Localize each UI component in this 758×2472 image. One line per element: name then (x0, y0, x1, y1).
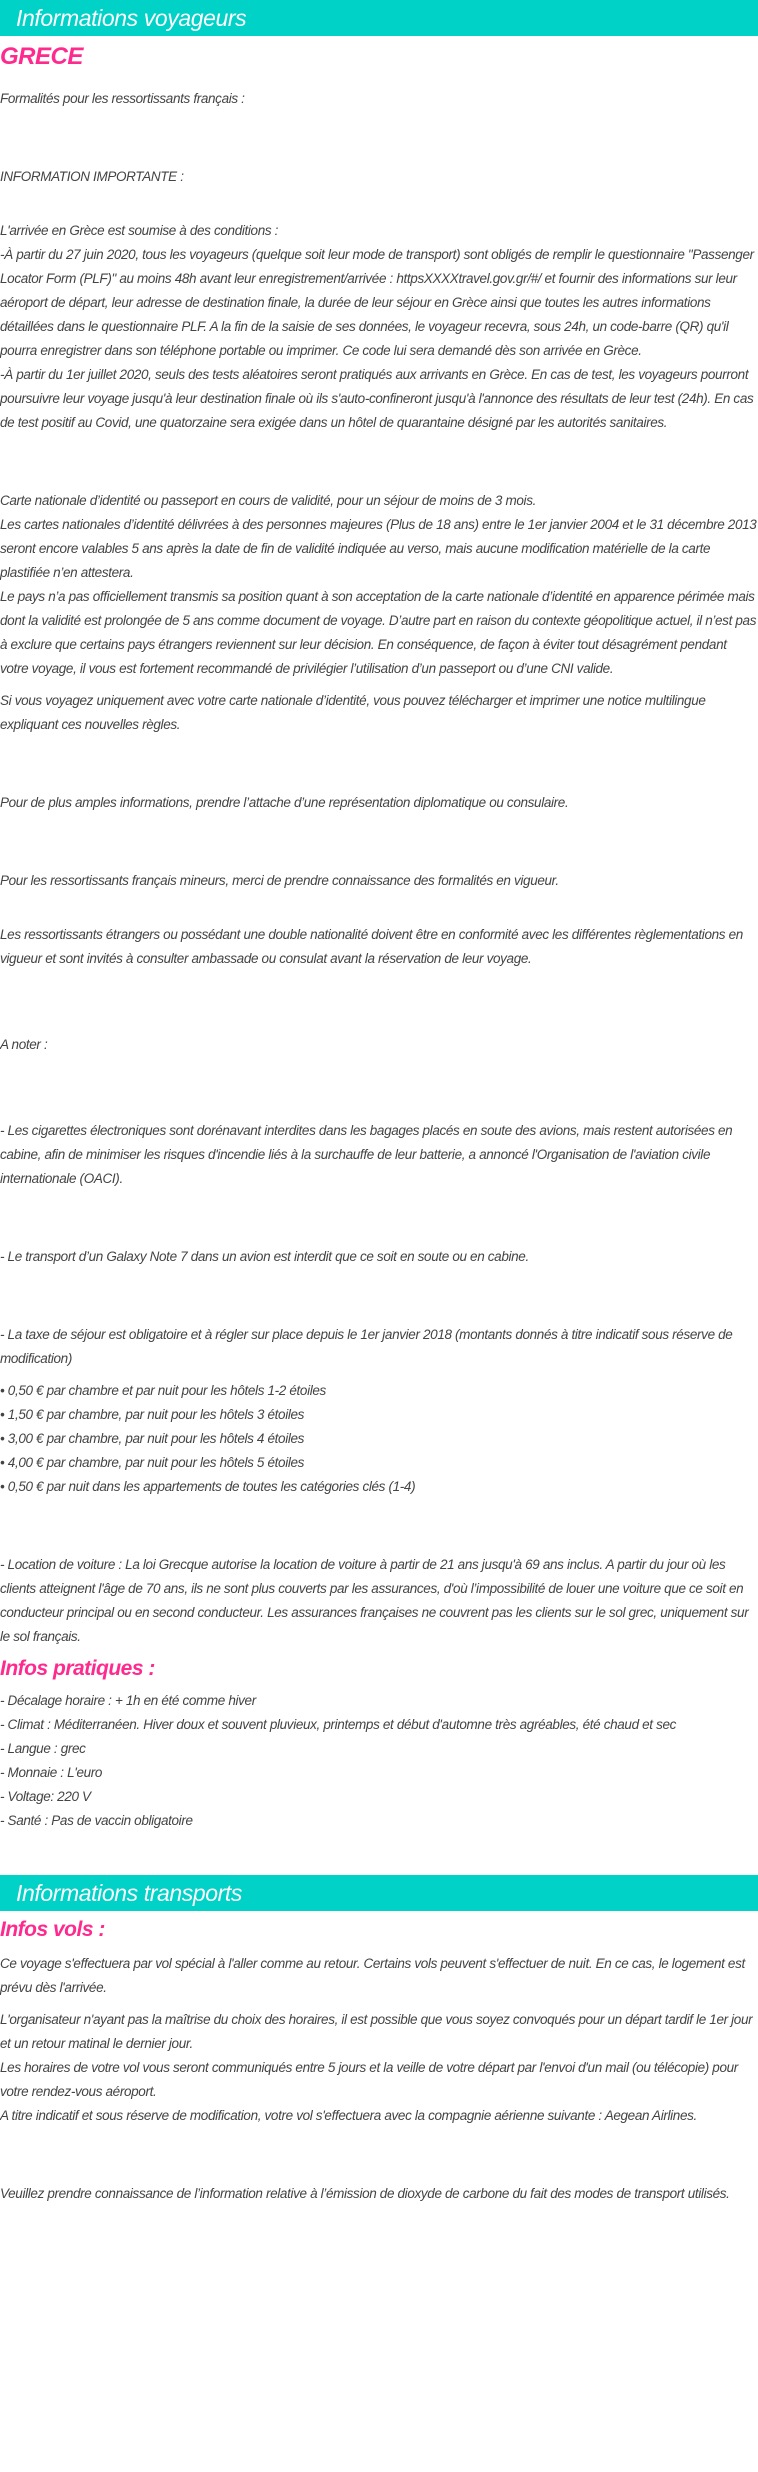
pratique-item: - Santé : Pas de vaccin obligatoire (0, 1813, 193, 1828)
cigarettes-text: - Les cigarettes électroniques sont dorénavant interdites dans les bagages placés en soute des avions, mais restent autorisées en cabine, afin de minimiser les risques d'incendie liés à la surchauffe de leur batterie, a annoncé l'Organisation de l'aviation civile internationale (OACI). (0, 1123, 733, 1186)
pratiques-title: Infos pratiques : (0, 1657, 155, 1680)
vols-title: Infos vols : (0, 1918, 105, 1941)
pratique-item: - Décalage horaire : + 1h en été comme hiver (0, 1693, 256, 1708)
galaxy-text: - Le transport d’un Galaxy Note 7 dans un avion est interdit que ce soit en soute ou en cabine. (0, 1249, 529, 1264)
taxe-item: • 4,00 € par chambre, par nuit pour les hôtels 5 étoiles (0, 1451, 758, 1475)
section-header-transports: Informations transports (0, 1875, 758, 1911)
pratique-item: - Voltage: 220 V (0, 1789, 91, 1804)
important-label: INFORMATION IMPORTANTE : (0, 169, 184, 184)
location-text: - Location de voiture : La loi Grecque autorise la location de voiture à partir de 21 ans jusqu'à 69 ans inclus. A partir du jour où les clients atteignent l'âge de 70 ans, ils ne sont plus couverts par les assurances, d'où l’impossibilité de louer une voiture que ce soit en conducteur principal ou en second conducteur. Les assurances françaises ne couvrent pas les clients sur le sol grec, uniquement sur le sol français. (0, 1557, 749, 1644)
taxe-item: • 3,00 € par chambre, par nuit pour les hôtels 4 étoiles (0, 1427, 758, 1451)
vols-text-1: Ce voyage s'effectuera par vol spécial à l'aller comme au retour. Certains vols peuvent s'effectuer de nuit. En ce cas, le logement est prévu dès l'arrivée. (0, 1956, 745, 1995)
pratique-item: - Langue : grec (0, 1741, 86, 1756)
note-label: A noter : (0, 1037, 48, 1052)
vols-text-2c: A titre indicatif et sous réserve de modification, votre vol s'effectuera avec la compagnie aérienne suivante : Aegean Airlines. (0, 2108, 697, 2123)
vols-text-2a: L'organisateur n'ayant pas la maîtrise du choix des horaires, il est possible que vous soyez convoqués pour un départ tardif le 1er jour et un retour matinal le dernier jour. (0, 2012, 753, 2051)
taxe-text: - La taxe de séjour est obligatoire et à régler sur place depuis le 1er janvier 2018 (montants donnés à titre indicatif sous réserve de modification) (0, 1327, 733, 1366)
taxe-list (0, 1379, 758, 1499)
section-pratiques (0, 1655, 758, 1833)
vols-text-2b: Les horaires de votre vol vous seront communiqués entre 5 jours et la veille de votre départ par l'envoi d'un mail (ou télécopie) pour votre rendez-vous aéroport. (0, 2060, 738, 2099)
section-transports (0, 1875, 758, 2206)
country-title: GRECE (0, 43, 83, 70)
covid-intro: L'arrivée en Grèce est soumise à des conditions : (0, 223, 279, 238)
taxe-item: • 0,50 € par nuit dans les appartements de toutes les catégories clés (1-4) (0, 1475, 758, 1499)
pratique-item: - Monnaie : L'euro (0, 1765, 103, 1780)
identity-line-1: Carte nationale d’identité ou passeport en cours de validité, pour un séjour de moins de 3 mois. (0, 493, 536, 508)
minors-text: Pour les ressortissants français mineurs, merci de prendre connaissance des formalités en vigueur. (0, 873, 559, 888)
formalites-intro: Formalités pour les ressortissants français : (0, 91, 245, 106)
taxe-item: • 0,50 € par chambre et par nuit pour les hôtels 1-2 étoiles (0, 1379, 758, 1403)
covid-rule-1: -À partir du 27 juin 2020, tous les voyageurs (quelque soit leur mode de transport) sont obligés de remplir le questionnaire "Passenger Locator Form (PLF)" au moins 48h avant leur enregistrement/arrivée : httpsXXXXtravel.gov.gr/#/ et fournir des informations sur leur aéroport de départ, leur adresse de destination finale, la durée de leur séjour en Grèce ainsi que toutes les autres informations détaillées dans le questionnaire PLF. A la fin de la saisie de ses données, le voyageur recevra, sous 24h, un code-barre (QR) qu'il pourra enregistrer dans son téléphone portable ou imprimer. Ce code lui sera demandé dès son arrivée en Grèce. (0, 247, 754, 358)
identity-line-2: Les cartes nationales d’identité délivrées à des personnes majeures (Plus de 18 ans) entre le 1er janvier 2004 et le 31 décembre 2013 seront encore valables 5 ans après la date de fin de validité indiquée au verso, mais aucune modification matérielle de la carte plastifiée n’en attestera. (0, 517, 757, 580)
section-header-voyageurs: Informations voyageurs (0, 0, 758, 36)
covid-rule-2: -À partir du 1er juillet 2020, seuls des tests aléatoires seront pratiqués aux arrivants en Grèce. En cas de test, les voyageurs pourront poursuivre leur voyage jusqu'à leur destination finale où ils s'auto-confineront jusqu'à l'annonce des résultats de leur test (24h). En cas de test positif au Covid, une quatorzaine sera exigée dans un hôtel de quarantaine désigné par les autorités sanitaires. (0, 367, 754, 430)
more-info-text: Pour de plus amples informations, prendre l’attache d’une représentation diplomatique ou consulaire. (0, 795, 569, 810)
foreigners-text: Les ressortissants étrangers ou possédant une double nationalité doivent être en conformité avec les différentes règlementations en vigueur et sont invités à consulter ambassade ou consulat avant la réservation de leur voyage. (0, 927, 743, 966)
pratique-item: - Climat : Méditerranéen. Hiver doux et souvent pluvieux, printemps et début d'automne très agréables, été chaud et sec (0, 1717, 677, 1732)
identity-line-3: Le pays n’a pas officiellement transmis sa position quant à son acceptation de la carte nationale d’identité en apparence périmée mais dont la validité est prolongée de 5 ans comme document de voyage. D’autre part en raison du contexte géopolitique actuel, il n’est pas à exclure que certains pays étrangers reviennent sur leur décision. En conséquence, de façon à éviter tout désagrément pendant votre voyage, il vous est fortement recommandé de privilégier l’utilisation d’un passeport ou d’une CNI valide. (0, 589, 757, 676)
co2-text: Veuillez prendre connaissance de l’information relative à l’émission de dioxyde de carbone du fait des modes de transport utilisés. (0, 2186, 730, 2201)
identity-notice: Si vous voyagez uniquement avec votre carte nationale d’identité, vous pouvez télécharger et imprimer une notice multilingue expliquant ces nouvelles règles. (0, 693, 706, 732)
taxe-item: • 1,50 € par chambre, par nuit pour les hôtels 3 étoiles (0, 1403, 758, 1427)
